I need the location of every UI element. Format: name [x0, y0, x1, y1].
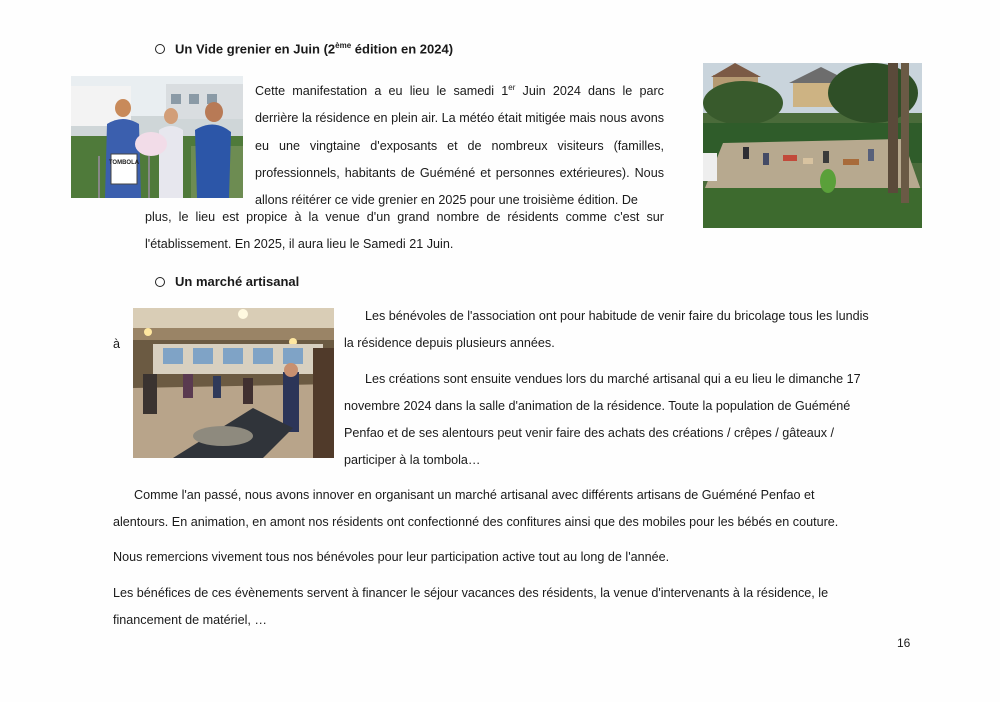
paragraph-benevoles-line1: Les bénévoles de l'association ont pour habitude de venir faire du bricolage tous les lundis — [365, 309, 869, 323]
paragraph-vide-grenier: Cette manifestation a eu lieu le samedi 1er Juin 2024 dans le parc derrière la résidence en plein air. La météo était mitigée mais nous avons eu une vingtaine d'exposants et de nombreux visiteurs (familles, professionnels, habitants de Guéméné et personnes extérieures). Nous allons réitérer ce vide grenier en 2025 pour une troisième édition. De — [255, 83, 664, 208]
paragraph-creations-line4: participer à la tombola… — [344, 453, 481, 467]
paragraph-remerciements: Nous remercions vivement tous nos bénévoles pour leur participation active tout au long de l'année. — [113, 550, 670, 564]
page-number: 16 — [897, 636, 911, 650]
bullet-circle — [155, 277, 165, 287]
paragraph-benevoles-line2: la résidence depuis plusieurs années. — [344, 336, 555, 350]
paragraph-benefices-line2: financement de matériel, … — [113, 613, 267, 627]
tombola-sign-text: TOMBOLA — [108, 160, 140, 166]
paragraph-innovation-line2: alentours. En animation, en amont nos résidents ont confectionné des confitures ainsi que des mobiles pour les bébés en couture. — [113, 515, 839, 529]
paragraph-benefices-line1: Les bénéfices de ces évènements servent à financer le séjour vacances des résidents, la venue d'intervenants à la résidence, le — [113, 586, 829, 600]
bullet-circle — [155, 44, 165, 54]
section-heading-marche-artisanal: Un marché artisanal — [155, 274, 299, 289]
paragraph-vide-grenier-line3: l'établissement. En 2025, il aura lieu le Samedi 21 Juin. — [145, 237, 454, 251]
paragraph-vide-grenier-line2: plus, le lieu est propice à la venue d'un grand nombre de résidents comme c'est sur — [145, 210, 664, 224]
paragraph-creations-line3: Penfao et de ses alentours peut venir faire des achats des créations / crêpes / gâteaux / — [344, 426, 835, 440]
photo-vide-grenier-volunteers — [71, 76, 243, 198]
paragraph-marker-a: à — [113, 337, 121, 351]
paragraph-innovation-line1: Comme l'an passé, nous avons innover en organisant un marché artisanal avec différents artisans de Guéméné Penfao et — [134, 488, 815, 502]
section-heading-vide-grenier: Un Vide grenier en Juin (2ème édition en 2024) — [155, 41, 453, 56]
paragraph-creations-line2: novembre 2024 dans la salle d'animation de la résidence. Toute la population de Guéméné — [344, 399, 851, 413]
paragraph-creations-line1: Les créations sont ensuite vendues lors du marché artisanal qui a eu lieu le dimanche 17 — [365, 372, 861, 386]
photo-vide-grenier-park — [703, 63, 922, 228]
photo-marche-artisanal — [133, 308, 334, 458]
